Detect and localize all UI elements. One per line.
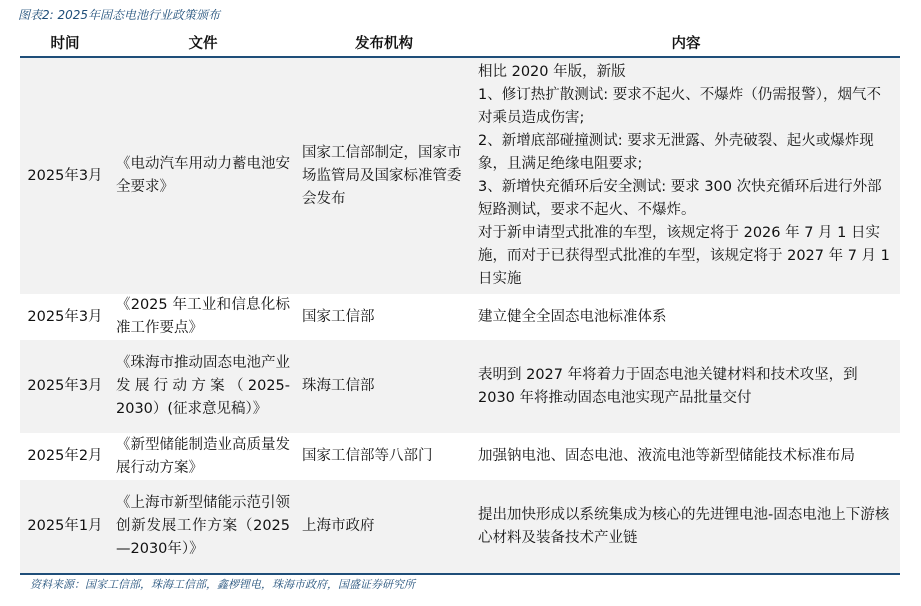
cell-file: 《2025 年工业和信息化标准工作要点》: [116, 297, 290, 336]
content-line: 相比 2020 年版，新版: [478, 64, 626, 80]
table-row: [20, 480, 900, 574]
content-line: 2、新增底部碰撞测试: 要求无泄露、外壳破裂、起火或爆炸现象，且满足绝缘电阻要求;: [478, 133, 874, 172]
header-file: 文件: [188, 35, 218, 52]
cell-org: 国家工信部: [302, 308, 375, 325]
header-time: 时间: [50, 35, 80, 52]
cell-file: 《珠海市推动固态电池产业发展行动方案（2025-2030）(征求意见稿）》: [116, 355, 290, 417]
content-line: 3、新增快充循环后安全测试: 要求 300 次快充循环后进行外部短路测试，要求不起火、不爆炸。: [478, 179, 882, 218]
cell-content: [472, 340, 900, 433]
table-header: [20, 32, 900, 57]
cell-content: [472, 294, 900, 340]
header-org: 发布机构: [355, 35, 413, 52]
cell-org: 国家工信部制定，国家市场监管局及国家标准管委会发布: [302, 144, 462, 207]
source-note: 资料来源：国家工信部，珠海工信部，鑫椤锂电，珠海市政府，国盛证券研究所: [30, 578, 415, 591]
table-row: [20, 57, 900, 294]
cell-time: 2025年3月: [27, 378, 103, 394]
cell-org: 珠海工信部: [302, 378, 375, 394]
cell-time: 2025年2月: [27, 448, 103, 464]
content-line: 对于新申请型式批准的车型，该规定将于 2026 年 7 月 1 日实施，而对于已获得型式批准的车型，该规定将于 2027 年 7 月 1 日实施: [478, 225, 890, 287]
content-line: 1、修订热扩散测试: 要求不起火、不爆炸（仍需报警），烟气不对乘员造成伤害;: [478, 87, 881, 126]
cell-time: 2025年1月: [27, 518, 103, 534]
policy-table: [20, 32, 900, 575]
content-line: 表明到 2027 年将着力于固态电池关键材料和技术攻坚，到 2030 年将推动固态电池实现产品批量交付: [478, 366, 858, 406]
cell-content: [472, 57, 900, 294]
table-row: [20, 294, 900, 340]
content-line: 加强钠电池、固态电池、液流电池等新型储能技术标准布局: [478, 448, 855, 464]
cell-file: 《电动汽车用动力蓄电池安全要求》: [116, 156, 290, 195]
table-row: [20, 433, 900, 480]
figure-title: 图表2: 2025年固态电池行业政策颁布: [18, 8, 221, 22]
cell-org: 上海市政府: [302, 518, 375, 534]
content-line: 提出加快形成以系统集成为核心的先进锂电池-固态电池上下游核心材料及装备技术产业链: [478, 506, 890, 546]
cell-time: 2025年3月: [27, 167, 103, 184]
table-row: [20, 340, 900, 433]
header-content: 内容: [671, 35, 701, 52]
cell-file: 《上海市新型储能示范引领创新发展工作方案（2025—2030年）》: [116, 495, 290, 557]
cell-time: 2025年3月: [27, 308, 103, 325]
content-line: 建立健全全固态电池标准体系: [478, 308, 667, 325]
cell-org: 国家工信部等八部门: [302, 448, 433, 464]
cell-file: 《新型储能制造业高质量发展行动方案》: [116, 436, 290, 476]
cell-content: [472, 433, 900, 480]
cell-content: [472, 480, 900, 574]
